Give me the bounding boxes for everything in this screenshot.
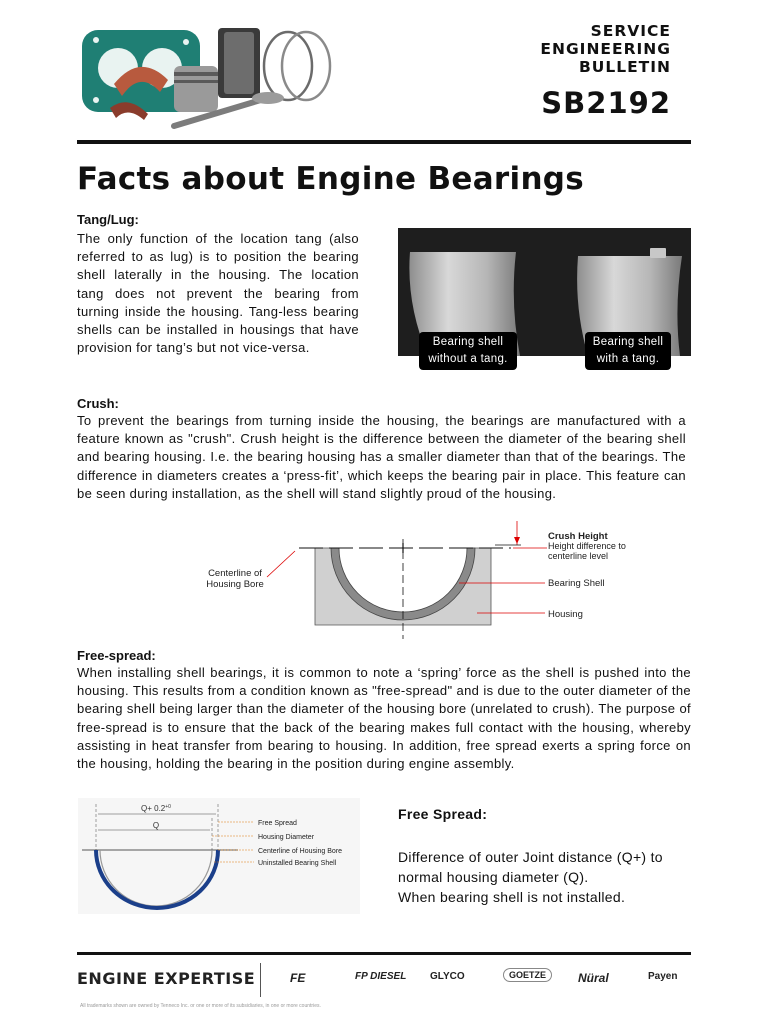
fp-diesel-logo: FP DIESEL [355, 971, 407, 982]
free-spread-side-heading: Free Spread: [398, 806, 488, 822]
free-spread-side-line-3: When bearing shell is not installed. [398, 889, 626, 905]
bulletin-line-3: BULLETIN [578, 58, 671, 76]
bulletin-label [540, 22, 671, 76]
centerline-label-2: Housing Bore [206, 579, 264, 590]
caption-with-tang: Bearing shell with a tang. [585, 332, 671, 370]
crush-height-diagram [195, 515, 665, 643]
housing-label: Housing [548, 609, 583, 620]
crush-height-sub-2: centerline level [548, 551, 609, 561]
fe-logo: FE [290, 971, 306, 985]
crush-body: To prevent the bearings from turning inside the housing, the bearings are manufactured with a feature known as "crush". Crush height is the difference between the diameter of the bearing shell and bearing housing. I.e. the bearing housing has a smaller diameter than that of the bearings. The difference in diameters creates a ‘press-fit’, which keeps the bearing pair in place. This feature can be seen during installation, as the shell will stand slightly proud of the housing. [77, 413, 686, 501]
free-spread-body: When installing shell bearings, it is common to note a ‘spring’ force as the shell is pushed into the housing. This results from a condition known as "free-spread" and is due to the outer diameter of the bearing shell being larger than the diameter of the housing bore (unrelated to crush). The purpose of free-spread is to ensure that the back of the bearing makes full contact with the housing, whereby assisting in heat transfer from bearing to housing. In addition, free spread exerts a spring force on the housing, holding the bearing in the position during engine assembly. [77, 665, 691, 772]
crush-height-sub-1: Height difference to [548, 541, 626, 551]
free-spread-heading: Free-spread: [77, 648, 156, 663]
free-spread-side-line-2: normal housing diameter (Q). [398, 869, 589, 885]
label-housing-diameter: Housing Diameter [258, 834, 315, 841]
label-uninstalled: Uninstalled Bearing Shell [258, 860, 337, 867]
q-label: Q [152, 821, 160, 830]
q-plus-sup: +0 [165, 804, 171, 810]
bulletin-line-1: SERVICE [590, 22, 671, 40]
label-free-spread: Free Spread [258, 820, 297, 827]
footer-brand: ENGINE EXPERTISE [77, 969, 256, 988]
engine-parts-image [78, 22, 340, 140]
free-spread-side-line-1: Difference of outer Joint distance (Q+) to [398, 849, 663, 865]
centerline-label-1: Centerline of [208, 568, 262, 579]
crush-height-title: Crush Height [548, 531, 608, 542]
nural-logo: Nüral [578, 971, 609, 985]
tang-heading: Tang/Lug: [77, 212, 139, 227]
header-divider [77, 140, 691, 144]
goetze-logo: GOETZE [503, 968, 552, 982]
footer-separator [260, 963, 261, 997]
bearing-shell-label: Bearing Shell [548, 578, 605, 589]
q-plus-text: Q+ 0.2 [141, 804, 166, 813]
caption-without-tang: Bearing shell without a tang. [419, 332, 517, 370]
footer-fineprint: All trademarks shown are owned by Tenneco Inc. or one or more of its subsidiaries, in one or more countries. [80, 1003, 321, 1009]
footer-divider [77, 952, 691, 955]
free-spread-side-text [398, 847, 698, 907]
bulletin-line-2: ENGINEERING [540, 40, 671, 58]
payen-logo: Payen [648, 971, 678, 982]
glyco-logo: GLYCO [430, 971, 465, 982]
tang-body: The only function of the location tang (also referred to as lug) is to position the bearing shell laterally in the housing. The location tang does not prevent the bearing from turning inside the housing. Tang-less bearing shells can be installed in housings that have provision for tang’s but not vice-versa. [77, 231, 359, 356]
centerline-label [206, 568, 264, 590]
bulletin-number: SB2192 [541, 86, 671, 120]
label-centerline: Centerline of Housing Bore [258, 848, 343, 855]
free-spread-diagram [78, 798, 360, 914]
page-title: Facts about Engine Bearings [77, 161, 585, 197]
crush-heading: Crush: [77, 396, 119, 411]
